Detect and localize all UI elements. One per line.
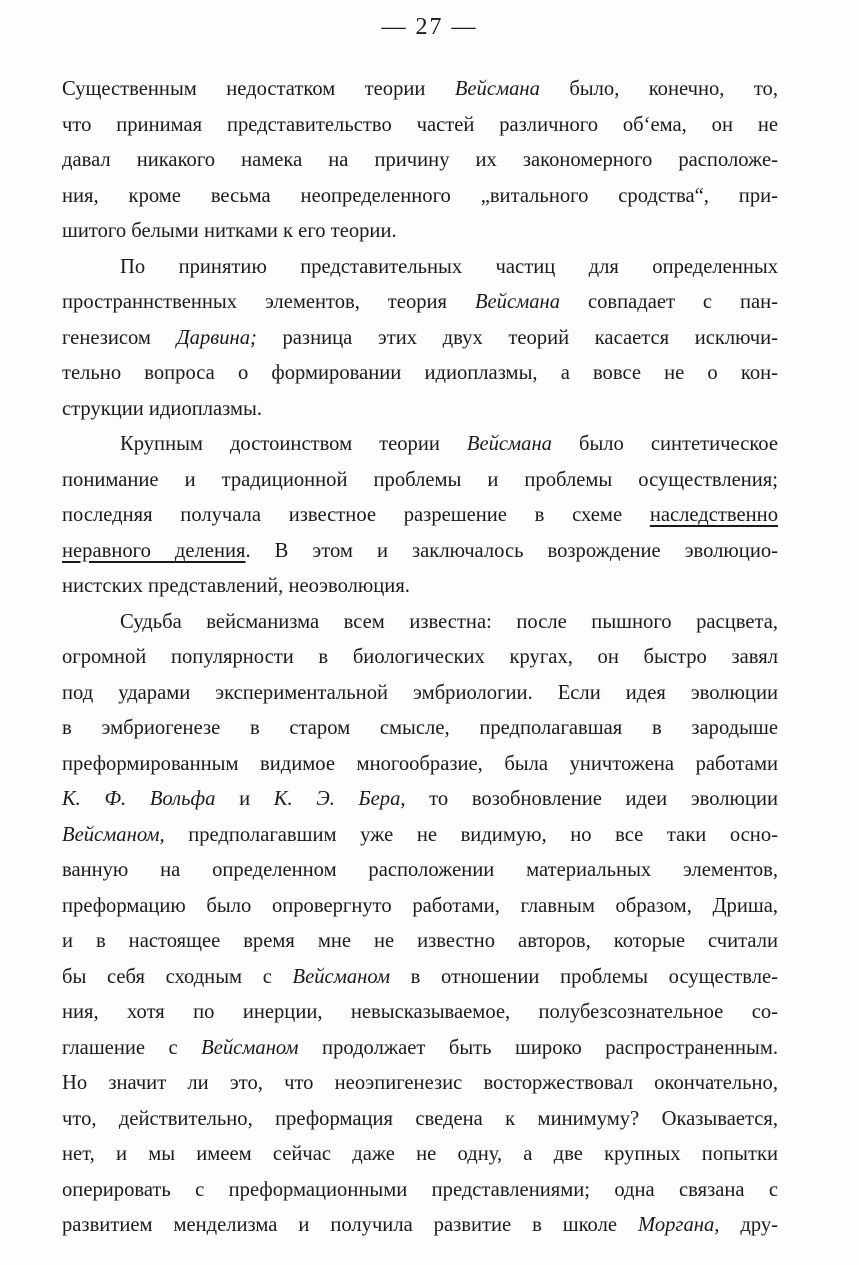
text-line — [62, 1208, 778, 1244]
text-line — [62, 463, 778, 499]
italic-name: Моргана, — [637, 1214, 720, 1236]
underlined-term: неравного деления — [62, 539, 246, 562]
text-run: в отношении проблемы осуществле- — [390, 965, 778, 988]
text-line — [62, 356, 778, 392]
underlined-term: наследственно — [649, 504, 778, 526]
text-line — [62, 392, 778, 428]
italic-name: Вейсмана — [454, 78, 540, 100]
text-line — [62, 782, 778, 818]
text-run: генезисом — [62, 326, 177, 349]
italic-name: Вейсманом — [292, 965, 390, 988]
text-line — [62, 72, 778, 108]
text-line — [62, 250, 778, 286]
text-run: пространнственных элементов, теория — [62, 291, 475, 313]
text-line — [62, 214, 778, 250]
text-run: разница этих двух теорий касается исключи- — [256, 326, 778, 349]
text-run: ния, хотя по инерции, невысказываемое, полубезсознательное со- — [62, 1001, 778, 1023]
text-line — [62, 285, 778, 321]
text-run: продолжает быть широко распространенным. — [298, 1036, 779, 1059]
text-line — [62, 924, 778, 960]
text-run: тельно вопроса о формировании идиоплазмы, а вовсе не о кон- — [62, 362, 778, 384]
text-run: было синтетическое — [551, 433, 778, 455]
text-line — [62, 179, 778, 215]
text-line — [62, 1137, 778, 1173]
text-line — [62, 605, 778, 641]
text-line — [62, 143, 778, 179]
text-run: развитием менделизма и получила развитие в школе — [62, 1214, 638, 1236]
text-run: шитого белыми нитками к его теории. — [62, 220, 397, 242]
text-run: бы себя сходным с — [62, 965, 293, 988]
text-run: предполагавшим уже не видимую, но все таки осно- — [164, 823, 778, 846]
italic-name: Вейсманом — [201, 1036, 299, 1059]
text-run: Существенным недостатком теории — [62, 78, 455, 100]
text-line — [62, 1102, 778, 1138]
text-run: Крупным достоинством теории — [120, 433, 467, 455]
page-number: — 27 — — [381, 14, 478, 40]
text-line — [62, 640, 778, 676]
text-line — [62, 960, 778, 996]
body-text — [62, 72, 778, 1244]
text-line — [62, 995, 778, 1031]
text-run: что принимая представительство частей различного об‘ема, он не — [62, 113, 778, 136]
text-line — [62, 676, 778, 712]
text-run: струкции идиоплазмы. — [62, 397, 263, 420]
text-run: нистских представлений, неоэволюция. — [62, 575, 410, 597]
text-run: преформированным видимое многообразие, была уничтожена работами — [62, 752, 778, 775]
italic-name: К. Э. Бера — [273, 788, 401, 810]
text-run: Но значит ли это, что неоэпигенезис восторжествовал окончательно, — [62, 1072, 778, 1094]
text-run: глашение с — [62, 1036, 202, 1059]
text-run: понимание и традиционной проблемы и проблемы осуществления; — [62, 468, 778, 491]
text-line — [62, 321, 778, 357]
text-run: последняя получала известное разрешение в схеме — [62, 504, 650, 526]
text-line — [62, 853, 778, 889]
text-line — [62, 534, 778, 570]
text-run: было, конечно, то, — [539, 78, 779, 100]
text-run: давал никакого намека на причину их закономерного расположе- — [62, 149, 778, 171]
italic-name: Вейсмана — [474, 291, 561, 313]
text-line — [62, 427, 778, 463]
italic-name: К. Ф. Вольфа — [62, 788, 216, 810]
italic-name: Вейсманом, — [62, 823, 165, 846]
text-run: и в настоящее время мне не известно авторов, которые считали — [62, 930, 778, 952]
text-line — [62, 711, 778, 747]
text-line — [62, 498, 778, 534]
text-line — [62, 889, 778, 925]
text-line — [62, 1031, 778, 1067]
text-line — [62, 569, 778, 605]
text-run: в эмбриогенезе в старом смысле, предполагавшая в зародыше — [62, 717, 778, 739]
italic-name: Вейсмана — [466, 433, 552, 455]
text-line — [62, 1066, 778, 1102]
text-line — [62, 1173, 778, 1209]
text-line — [62, 108, 778, 144]
text-run: По принятию представительных частиц для определенных — [120, 255, 778, 278]
text-run: преформацию было опровергнуто работами, главным образом, Дриша, — [62, 894, 778, 917]
text-run: ния, кроме весьма неопределенного „витального сродства“, при- — [62, 184, 778, 207]
text-run: совпадает с пан- — [560, 291, 778, 313]
text-run: дру- — [719, 1214, 778, 1236]
text-run: . В этом и заключалось возрождение эволюцио- — [245, 539, 778, 562]
text-line — [62, 747, 778, 783]
text-run: оперировать с преформационными представлениями; одна связана с — [62, 1178, 778, 1201]
text-run: нет, и мы имеем сейчас даже не одну, а две крупных попытки — [62, 1143, 778, 1165]
text-run: огромной популярности в биологических кругах, он быстро завял — [62, 646, 778, 668]
text-run: и — [215, 788, 274, 810]
text-run: Судьба вейсманизма всем известна: после пышного расцвета, — [120, 610, 778, 633]
text-line — [62, 818, 778, 854]
text-run: что, действительно, преформация сведена к минимуму? Оказывается, — [62, 1107, 778, 1130]
text-run: , то возобновление идеи эволюции — [400, 788, 778, 810]
italic-name: Дарвина; — [176, 326, 257, 349]
text-run: под ударами экспериментальной эмбриологии. Если идея эволюции — [62, 681, 778, 704]
text-run: ванную на определенном расположении материальных элементов, — [62, 859, 778, 881]
